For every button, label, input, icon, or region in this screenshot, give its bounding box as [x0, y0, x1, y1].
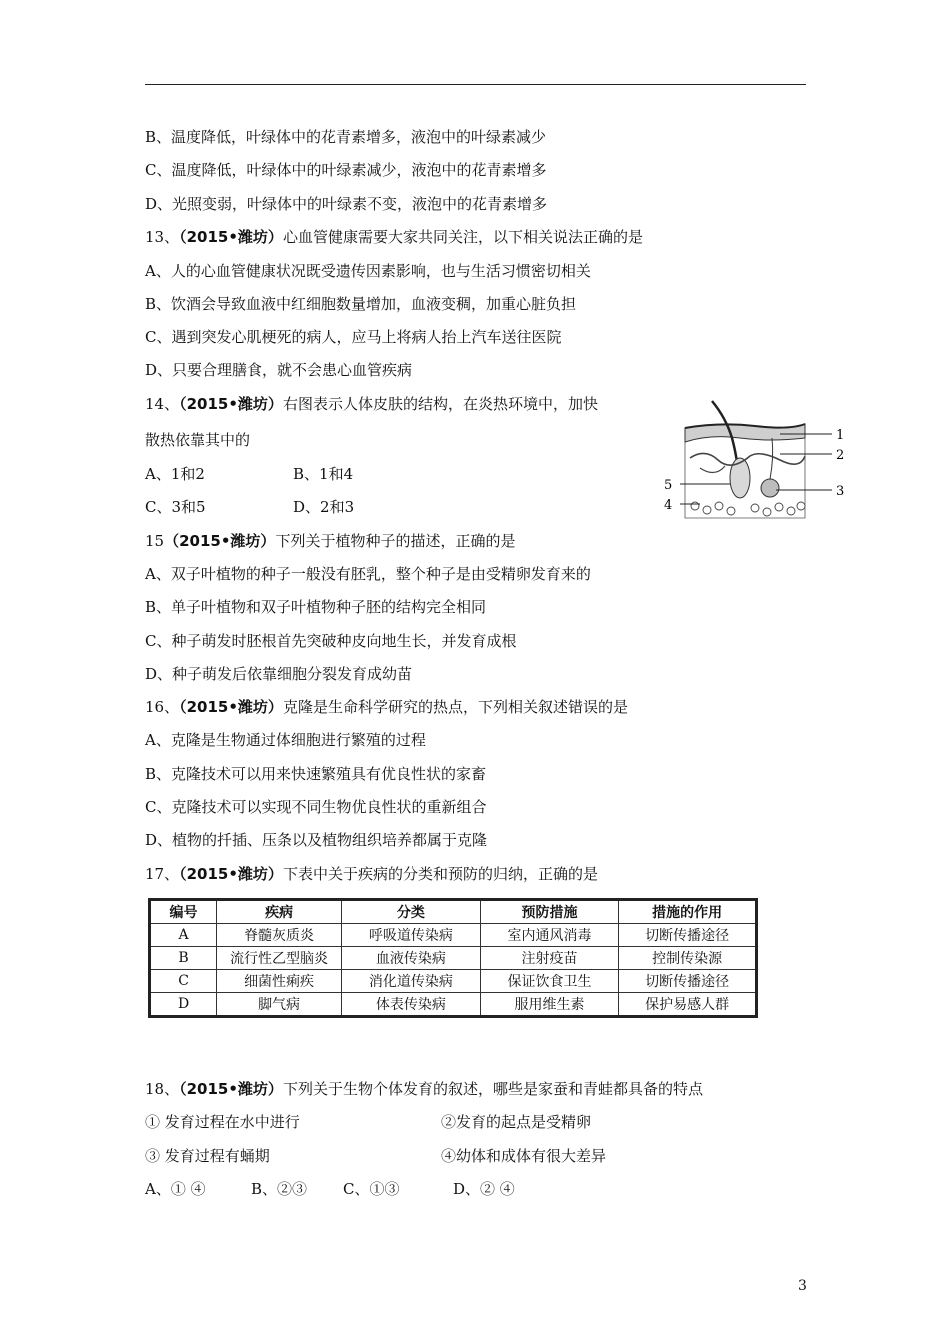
q13-option-d: D、只要合理膳食，就不会患心血管疾病: [145, 361, 413, 379]
q15-option-b: B、单子叶植物和双子叶植物种子胚的结构完全相同: [145, 598, 487, 616]
table-header: 预防措施: [480, 900, 619, 924]
table-cell: 细菌性痢疾: [217, 970, 342, 993]
q18-item-2: ②发育的起点是受精卵: [441, 1113, 592, 1131]
q16-option-d: D、植物的扦插、压条以及植物组织培养都属于克隆: [145, 831, 488, 849]
q13-number: 13、: [145, 228, 180, 246]
table-cell: D: [150, 993, 217, 1017]
table-cell: 切断传播途径: [619, 924, 757, 947]
table-cell: 体表传染病: [342, 993, 481, 1017]
table-row: [150, 947, 757, 970]
table-row: [150, 993, 757, 1017]
table-cell: 保证饮食卫生: [480, 970, 619, 993]
q14-text-2: 散热依靠其中的: [145, 431, 251, 449]
q13-source: （2015•潍坊）: [179, 228, 283, 246]
q17-source: （2015•潍坊）: [179, 865, 283, 883]
table-header: 措施的作用: [619, 900, 757, 924]
header-rule: [145, 84, 806, 85]
table-cell: 注射疫苗: [480, 947, 619, 970]
table-row: [150, 970, 757, 993]
q17-number: 17、: [145, 865, 180, 883]
q13-text: 心血管健康需要大家共同关注，以下相关说法正确的是: [282, 228, 643, 246]
q14-source: （2015•潍坊）: [179, 395, 283, 413]
table-cell: 消化道传染病: [342, 970, 481, 993]
q13-option-c: C、遇到突发心肌梗死的病人，应马上将病人抬上汽车送往医院: [145, 328, 562, 346]
table-row: [150, 924, 757, 947]
subcutaneous-fat: [691, 502, 805, 516]
table-cell: 呼吸道传染病: [342, 924, 481, 947]
q18-item-1: ① 发育过程在水中进行: [145, 1113, 300, 1131]
q16-text: 克隆是生命科学研究的热点，下列相关叙述错误的是: [282, 698, 628, 716]
table-cell: C: [150, 970, 217, 993]
table-cell: A: [150, 924, 217, 947]
table-cell: 脚气病: [217, 993, 342, 1017]
q13-stem: [145, 227, 643, 247]
q14-option-c: C、3和5: [145, 498, 206, 516]
q18-source: （2015•潍坊）: [179, 1080, 283, 1098]
q15-source: （2015•潍坊）: [164, 532, 276, 550]
q16-number: 16、: [145, 698, 180, 716]
q15-option-c: C、种子萌发时胚根首先突破种皮向地生长，并发育成根: [145, 632, 517, 650]
table-cell: 控制传染源: [619, 947, 757, 970]
q15-text: 下列关于植物种子的描述，正确的是: [275, 532, 516, 550]
q18-option-b: B、②③: [251, 1180, 308, 1198]
hair-follicle: [730, 458, 750, 498]
table-cell: 切断传播途径: [619, 970, 757, 993]
q15-stem: [145, 531, 515, 551]
q14-text-1: 右图表示人体皮肤的结构，在炎热环境中，加快: [282, 395, 598, 413]
table-cell: 保护易感人群: [619, 993, 757, 1017]
table-cell: 服用维生素: [480, 993, 619, 1017]
table-header: 编号: [150, 900, 217, 924]
q15-option-a: A、双子叶植物的种子一般没有胚乳，整个种子是由受精卵发育来的: [145, 565, 591, 583]
q13-option-a: A、人的心血管健康状况既受遗传因素影响，也与生活习惯密切相关: [145, 262, 591, 280]
disease-table: [148, 898, 758, 1018]
table-header: 疾病: [217, 900, 342, 924]
q16-option-a: A、克隆是生物通过体细胞进行繁殖的过程: [145, 731, 426, 749]
figure-label-2: 2: [836, 448, 845, 463]
page-number: 3: [798, 1278, 807, 1294]
q14-stem: [145, 394, 598, 414]
table-cell: 血液传染病: [342, 947, 481, 970]
q16-option-b: B、克隆技术可以用来快速繁殖具有优良性状的家畜: [145, 765, 487, 783]
skin-structure-figure: [660, 398, 850, 526]
figure-label-3: 3: [836, 484, 845, 499]
q18-stem: [145, 1079, 703, 1099]
q16-source: （2015•潍坊）: [179, 698, 283, 716]
q16-stem: [145, 697, 628, 717]
q18-number: 18、: [145, 1080, 180, 1098]
table-cell: B: [150, 947, 217, 970]
table-cell: 流行性乙型脑炎: [217, 947, 342, 970]
sweat-gland: [761, 479, 779, 497]
q14-option-b: B、1和4: [293, 465, 354, 483]
q16-option-c: C、克隆技术可以实现不同生物优良性状的重新组合: [145, 798, 487, 816]
q15-number: 15: [145, 532, 165, 550]
blood-vessels: [690, 453, 805, 465]
q18-option-a: A、① ④: [145, 1180, 206, 1198]
table-header: 分类: [342, 900, 481, 924]
q18-item-4: ④幼体和成体有很大差异: [441, 1147, 607, 1165]
figure-label-4: 4: [664, 498, 673, 513]
q18-option-c: C、①③: [343, 1180, 400, 1198]
q12-option-d: D、光照变弱，叶绿体中的叶绿素不变，液泡中的花青素增多: [145, 195, 548, 213]
q18-option-d: D、② ④: [453, 1180, 515, 1198]
q14-option-a: A、1和2: [145, 465, 205, 483]
q13-option-b: B、饮酒会导致血液中红细胞数量增加，血液变稠，加重心脏负担: [145, 295, 577, 313]
figure-label-5: 5: [664, 478, 673, 493]
q17-stem: [145, 864, 598, 884]
table-cell: 室内通风消毒: [480, 924, 619, 947]
q18-text: 下列关于生物个体发育的叙述，哪些是家蚕和青蛙都具备的特点: [282, 1080, 703, 1098]
q14-number: 14、: [145, 395, 180, 413]
figure-label-1: 1: [836, 428, 845, 443]
table-cell: 脊髓灰质炎: [217, 924, 342, 947]
table-header-row: [150, 900, 757, 924]
q12-option-c: C、温度降低，叶绿体中的叶绿素减少，液泡中的花青素增多: [145, 161, 547, 179]
q14-option-d: D、2和3: [293, 498, 355, 516]
q12-option-b: B、温度降低，叶绿体中的花青素增多，液泡中的叶绿素减少: [145, 128, 547, 146]
q15-option-d: D、种子萌发后依靠细胞分裂发育成幼苗: [145, 665, 413, 683]
q17-text: 下表中关于疾病的分类和预防的归纳，正确的是: [282, 865, 598, 883]
q18-item-3: ③ 发育过程有蛹期: [145, 1147, 270, 1165]
